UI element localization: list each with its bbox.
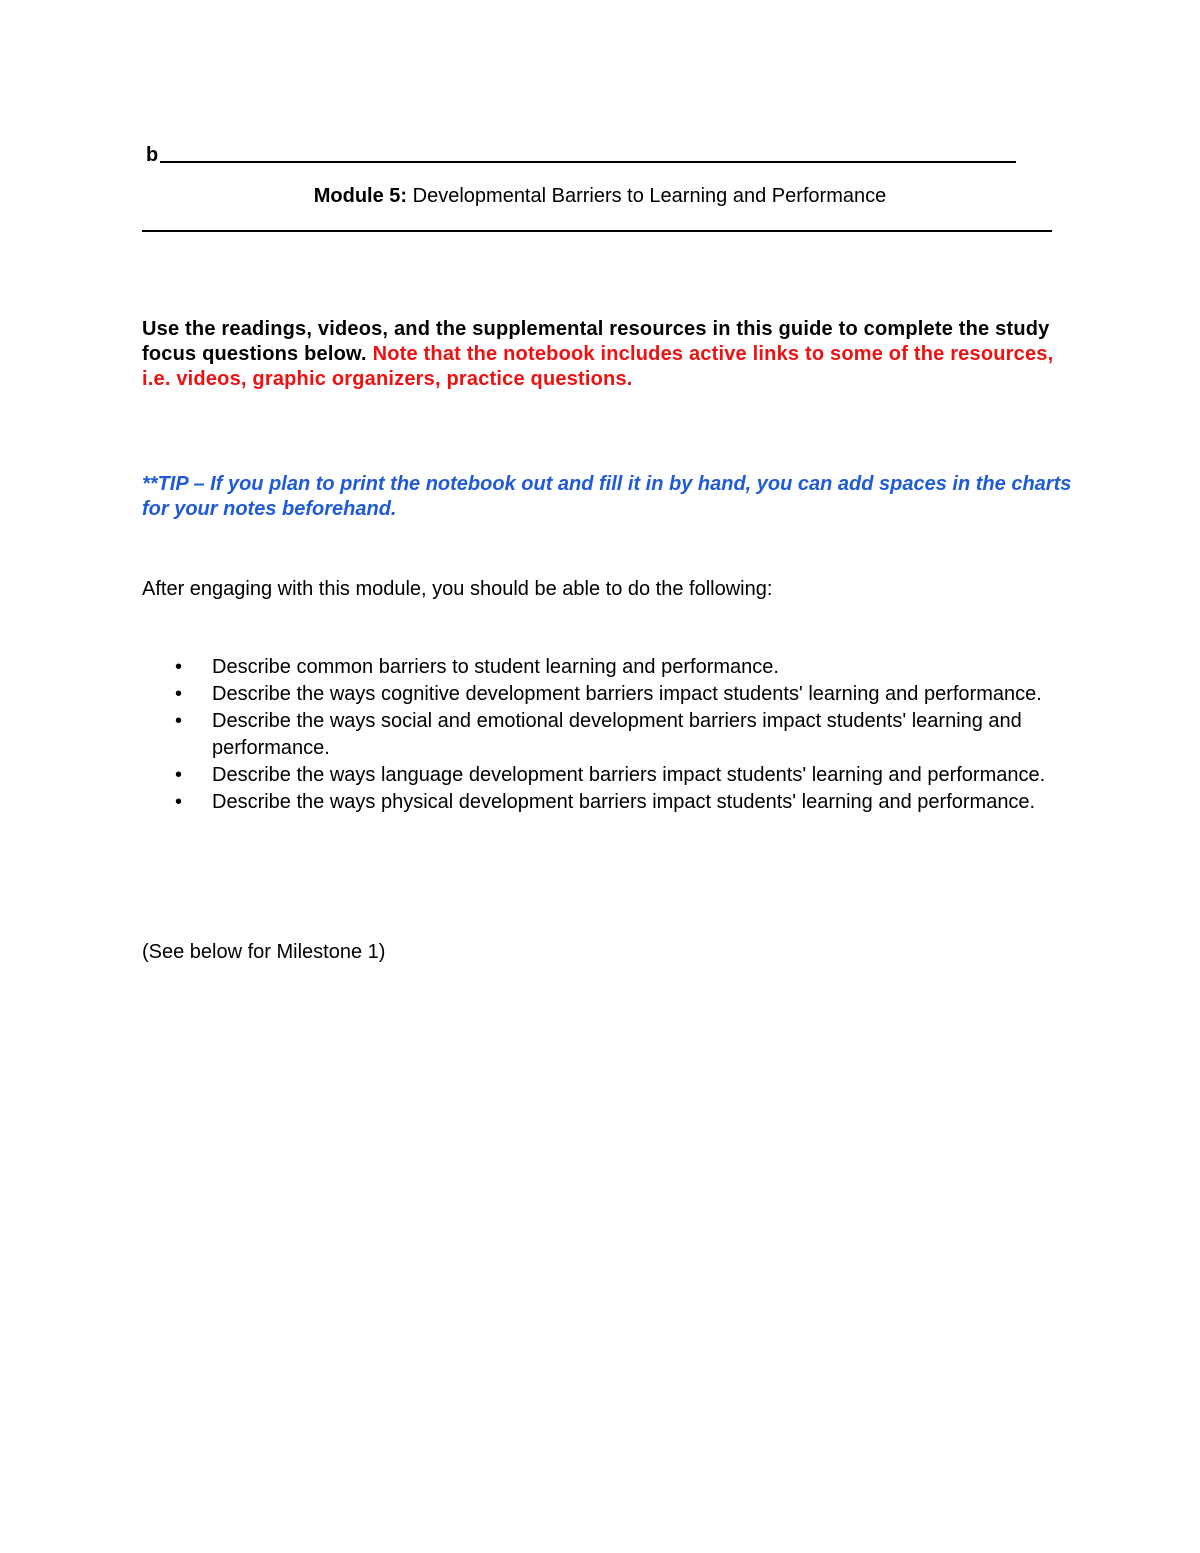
intro-links-note: Note that the notebook includes active links to some of the resources, i.e. videos, graphic organizers, practice questions. <box>142 343 1054 390</box>
objective-text: Describe the ways language development barriers impact students' learning and performance. <box>212 764 1046 786</box>
intro-instructions: Use the readings, videos, and the supplemental resources in this guide to complete the study focus questions below. <box>142 318 1050 365</box>
objective-text: Describe the ways cognitive development barriers impact students' learning and performance. <box>212 683 1042 705</box>
bullet-icon: • <box>175 656 183 678</box>
list-item <box>142 654 1072 681</box>
intro-paragraph <box>142 317 1072 392</box>
header-line <box>146 142 1016 168</box>
list-item <box>142 681 1072 708</box>
module-title-text: Developmental Barriers to Learning and Performance <box>407 185 887 207</box>
bullet-icon: • <box>175 710 183 732</box>
objective-text: Describe common barriers to student learning and performance. <box>212 656 779 678</box>
header-rule <box>160 161 1016 163</box>
tip-paragraph: **TIP – If you plan to print the notebook out and fill it in by hand, you can add spaces in the charts for your notes beforehand. <box>142 473 1072 520</box>
objectives-list <box>142 654 1072 816</box>
bullet-icon: • <box>175 683 183 705</box>
milestone-note: (See below for Milestone 1) <box>142 941 386 963</box>
list-item <box>142 789 1072 816</box>
list-item <box>142 708 1072 762</box>
list-item <box>142 762 1072 789</box>
objectives-lead: After engaging with this module, you should be able to do the following: <box>142 578 773 600</box>
module-label: Module 5: <box>313 185 408 207</box>
module-title <box>0 183 1200 209</box>
header-lead-char: b <box>146 144 159 166</box>
objective-text: Describe the ways social and emotional development barriers impact students' learning and performance. <box>212 710 1022 759</box>
bullet-icon: • <box>175 791 183 813</box>
title-rule <box>142 230 1052 232</box>
bullet-icon: • <box>175 764 183 786</box>
objective-text: Describe the ways physical development barriers impact students' learning and performance. <box>212 791 1036 813</box>
